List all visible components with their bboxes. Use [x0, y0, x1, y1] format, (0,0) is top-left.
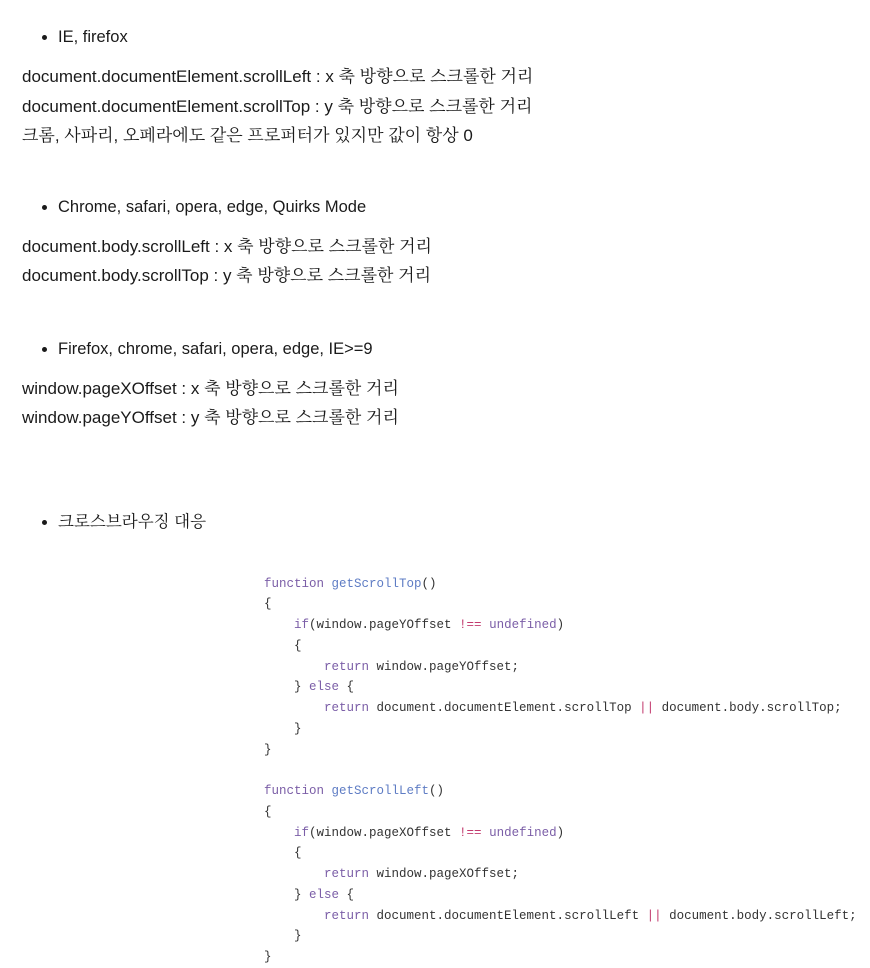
code-token: return [264, 908, 370, 923]
code-line [264, 719, 870, 740]
code-line [264, 760, 870, 781]
code-token: document.body.scrollLeft; [661, 908, 857, 923]
section-ie-firefox [0, 26, 870, 150]
code-token: getScrollLeft [331, 784, 430, 799]
bullet-list [0, 511, 870, 533]
code-token: document.body.scrollTop; [654, 701, 842, 716]
code-token: else [309, 887, 340, 902]
section-body [0, 232, 870, 290]
code-token: undefined [481, 825, 557, 840]
code-token: document.documentElement.scrollTop [369, 701, 640, 716]
code-token: !== [459, 825, 482, 840]
text-line: document.body.scrollTop : y 축 방향으로 스크롤한 거리 [22, 266, 431, 286]
text-line: window.pageXOffset : x 축 방향으로 스크롤한 거리 [22, 378, 399, 398]
code-line [264, 677, 870, 698]
code-token: { [339, 680, 355, 695]
text-line: document.documentElement.scrollTop : y 축 방향으로 스크롤한 거리 [22, 96, 533, 116]
code-token: return [264, 867, 370, 882]
code-token: } [264, 950, 272, 965]
code-token: window.pageYOffset; [369, 659, 520, 674]
bullet-item: • Firefox, chrome, safari, opera, edge, IE>=9 [58, 338, 870, 360]
code-line [264, 802, 870, 823]
code-line [264, 657, 870, 678]
code-line [264, 636, 870, 657]
code-token: || [646, 908, 662, 923]
bullet-item: • IE, firefox [58, 26, 870, 48]
section-chrome-quirks [0, 196, 870, 291]
code-line [264, 740, 870, 761]
code-line [264, 843, 870, 864]
code-token: function [264, 576, 332, 591]
code-token: } [264, 742, 272, 757]
code-token: getScrollTop [331, 576, 422, 591]
code-token: !== [459, 618, 482, 633]
code-block [264, 574, 870, 968]
section-cross-browsing [0, 511, 870, 533]
section-pageoffset [0, 338, 870, 433]
code-token: () [421, 576, 437, 591]
code-line [264, 594, 870, 615]
bullet-list [0, 338, 870, 360]
code-token: { [339, 887, 355, 902]
section-body [0, 374, 870, 432]
code-token: || [639, 701, 655, 716]
code-token: document.documentElement.scrollLeft [369, 908, 647, 923]
code-token: { [264, 638, 302, 653]
code-line [264, 781, 870, 802]
code-token: else [309, 680, 340, 695]
code-token: (window.pageXOffset [309, 825, 460, 840]
code-token: { [264, 846, 302, 861]
bullet-item: • 크로스브라우징 대응 [58, 511, 870, 533]
bullet-list [0, 196, 870, 218]
code-token: return [264, 659, 370, 674]
code-token: return [264, 701, 370, 716]
bullet-list [0, 26, 870, 48]
code-line [264, 615, 870, 636]
code-token: } [264, 721, 302, 736]
text-line: document.body.scrollLeft : x 축 방향으로 스크롤한 거리 [22, 237, 432, 257]
document-page [0, 26, 870, 968]
code-line [264, 574, 870, 595]
code-token: { [264, 597, 272, 612]
code-token: function [264, 784, 332, 799]
section-body [0, 62, 870, 150]
code-token: ) [556, 825, 565, 840]
code-token: window.pageXOffset; [369, 867, 520, 882]
code-line [264, 823, 870, 844]
bullet-item: • Chrome, safari, opera, edge, Quirks Mode [58, 196, 870, 218]
code-token: } [264, 929, 302, 944]
text-line: window.pageYOffset : y 축 방향으로 스크롤한 거리 [22, 408, 399, 428]
code-token: undefined [481, 618, 557, 633]
text-line: document.documentElement.scrollLeft : x 축 방향으로 스크롤한 거리 [22, 67, 534, 87]
code-line [264, 698, 870, 719]
code-token: } [264, 887, 310, 902]
code-token: } [264, 680, 310, 695]
code-line [264, 906, 870, 927]
text-line: 크롬, 사파리, 오페라에도 같은 프로퍼터가 있지만 값이 항상 0 [22, 125, 473, 145]
code-token: () [429, 784, 445, 799]
code-line [264, 864, 870, 885]
code-token: if [264, 825, 310, 840]
code-line [264, 947, 870, 968]
code-line [264, 926, 870, 947]
code-line [264, 885, 870, 906]
code-token: ) [556, 618, 565, 633]
code-token: (window.pageYOffset [309, 618, 460, 633]
code-token: { [264, 804, 272, 819]
code-token: if [264, 618, 310, 633]
